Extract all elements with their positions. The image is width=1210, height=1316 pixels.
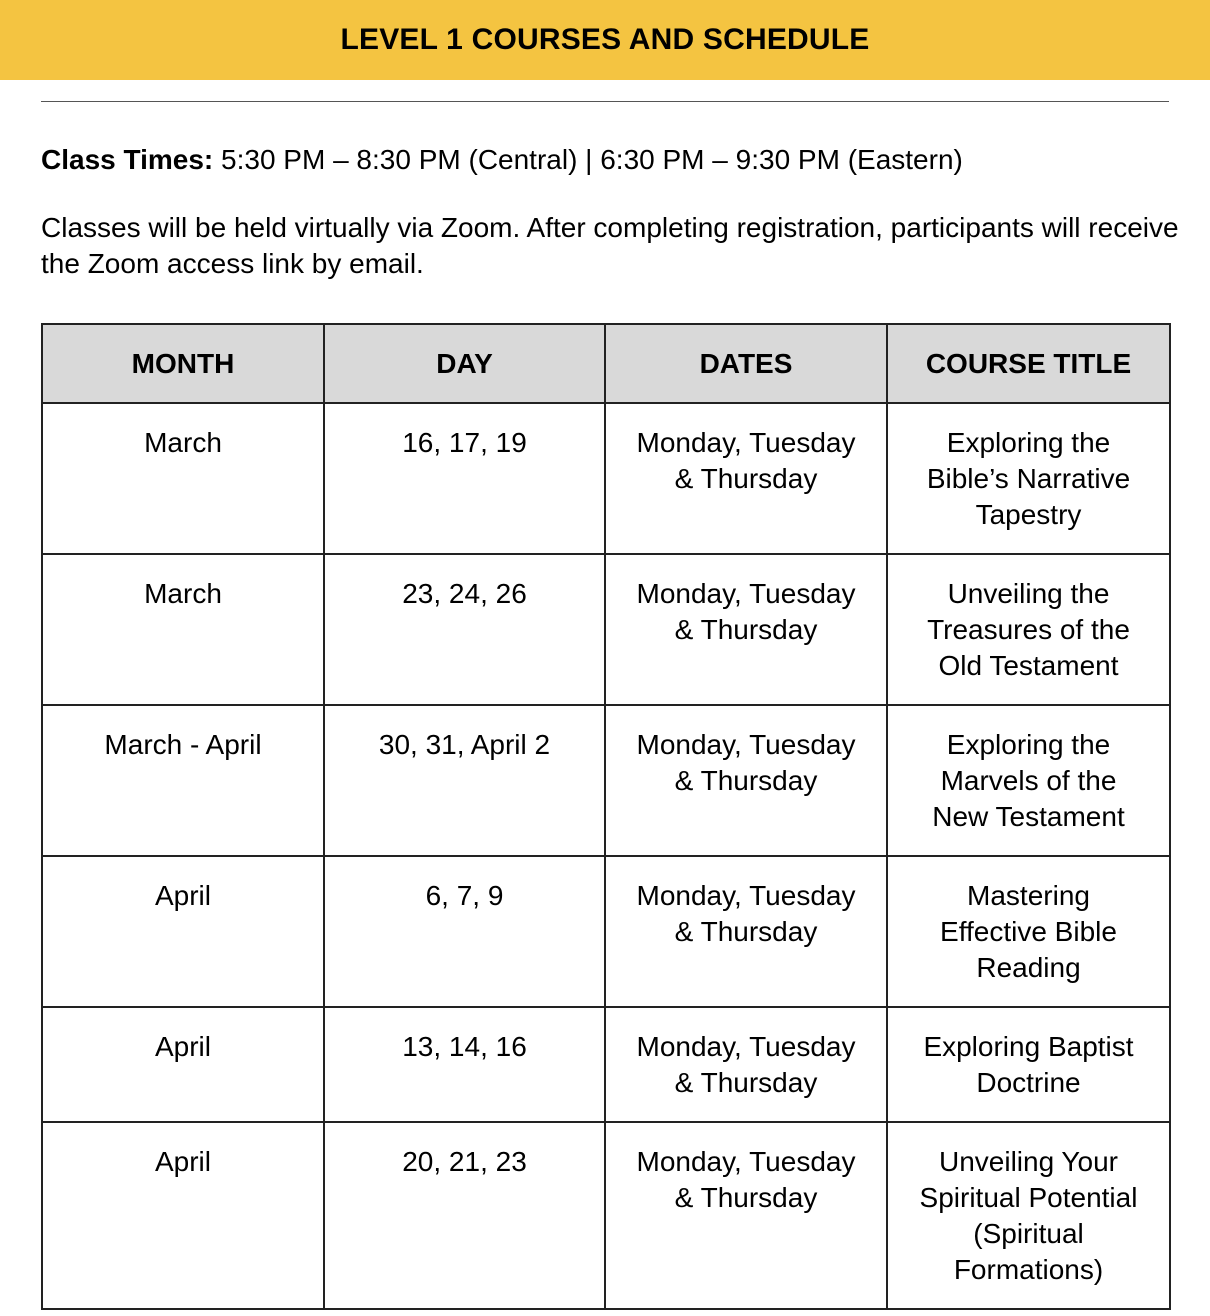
dates-line: & Thursday (674, 916, 818, 947)
cell-dates (605, 403, 887, 554)
title-line: (Spiritual (973, 1218, 1084, 1249)
cell-course-title (887, 554, 1170, 705)
table-row (42, 1007, 1170, 1122)
dates-line: & Thursday (674, 765, 818, 796)
page-title: LEVEL 1 COURSES AND SCHEDULE (340, 23, 870, 56)
title-line: Unveiling the (947, 578, 1110, 609)
dates-line: & Thursday (674, 1067, 818, 1098)
cell-dates (605, 856, 887, 1007)
cell-day: 13, 14, 16 (324, 1007, 605, 1122)
table-row (42, 1122, 1170, 1309)
header-day: DAY (324, 324, 605, 403)
cell-course-title (887, 1007, 1170, 1122)
cell-dates (605, 1122, 887, 1309)
title-line: New Testament (932, 801, 1125, 832)
table-row (42, 554, 1170, 705)
dates-line: Monday, Tuesday (636, 578, 856, 609)
dates-line: & Thursday (674, 614, 818, 645)
cell-month: March (42, 403, 324, 554)
cell-dates (605, 705, 887, 856)
header-banner (0, 0, 1210, 80)
dates-line: Monday, Tuesday (636, 427, 856, 458)
cell-month: March (42, 554, 324, 705)
title-line: Reading (976, 952, 1081, 983)
header-course-title: COURSE TITLE (887, 324, 1170, 403)
cell-day: 20, 21, 23 (324, 1122, 605, 1309)
dates-line: Monday, Tuesday (636, 1146, 856, 1177)
cell-month: April (42, 1122, 324, 1309)
title-line: Old Testament (938, 650, 1119, 681)
title-line: Doctrine (976, 1067, 1081, 1098)
schedule-table (41, 323, 1171, 1310)
divider (41, 101, 1169, 102)
cell-month: April (42, 856, 324, 1007)
cell-course-title (887, 403, 1170, 554)
class-times-label: Class Times: (41, 144, 214, 175)
title-line: Exploring the (946, 729, 1111, 760)
title-line: Mastering (967, 880, 1090, 911)
cell-course-title (887, 1122, 1170, 1309)
title-line: Treasures of the (927, 614, 1130, 645)
title-line: Exploring the (946, 427, 1111, 458)
cell-course-title (887, 856, 1170, 1007)
table-row (42, 403, 1170, 554)
cell-day: 23, 24, 26 (324, 554, 605, 705)
cell-dates (605, 554, 887, 705)
dates-line: & Thursday (674, 1182, 818, 1213)
cell-month: April (42, 1007, 324, 1122)
class-times-value: 5:30 PM – 8:30 PM (Central) | 6:30 PM – 9:30 PM (Eastern) (213, 144, 963, 175)
table-row (42, 705, 1170, 856)
title-line: Tapestry (975, 499, 1082, 530)
title-line: Effective Bible (940, 916, 1117, 947)
table-header-row (42, 324, 1170, 403)
cell-course-title (887, 705, 1170, 856)
dates-line: Monday, Tuesday (636, 1031, 856, 1062)
cell-dates (605, 1007, 887, 1122)
class-times (41, 142, 963, 178)
title-line: Exploring Baptist (923, 1031, 1134, 1062)
header-month: MONTH (42, 324, 324, 403)
intro-paragraph: Classes will be held virtually via Zoom. After completing registration, participants will receive the Zoom access link by email. (41, 212, 1179, 279)
title-line: Spiritual Potential (919, 1182, 1138, 1213)
header-dates: DATES (605, 324, 887, 403)
table-row (42, 856, 1170, 1007)
cell-day: 6, 7, 9 (324, 856, 605, 1007)
dates-line: & Thursday (674, 463, 818, 494)
title-line: Bible’s Narrative (926, 463, 1131, 494)
title-line: Formations) (953, 1254, 1104, 1285)
title-line: Marvels of the (940, 765, 1117, 796)
dates-line: Monday, Tuesday (636, 880, 856, 911)
cell-day: 30, 31, April 2 (324, 705, 605, 856)
title-line: Unveiling Your (938, 1146, 1119, 1177)
cell-day: 16, 17, 19 (324, 403, 605, 554)
cell-month: March - April (42, 705, 324, 856)
dates-line: Monday, Tuesday (636, 729, 856, 760)
